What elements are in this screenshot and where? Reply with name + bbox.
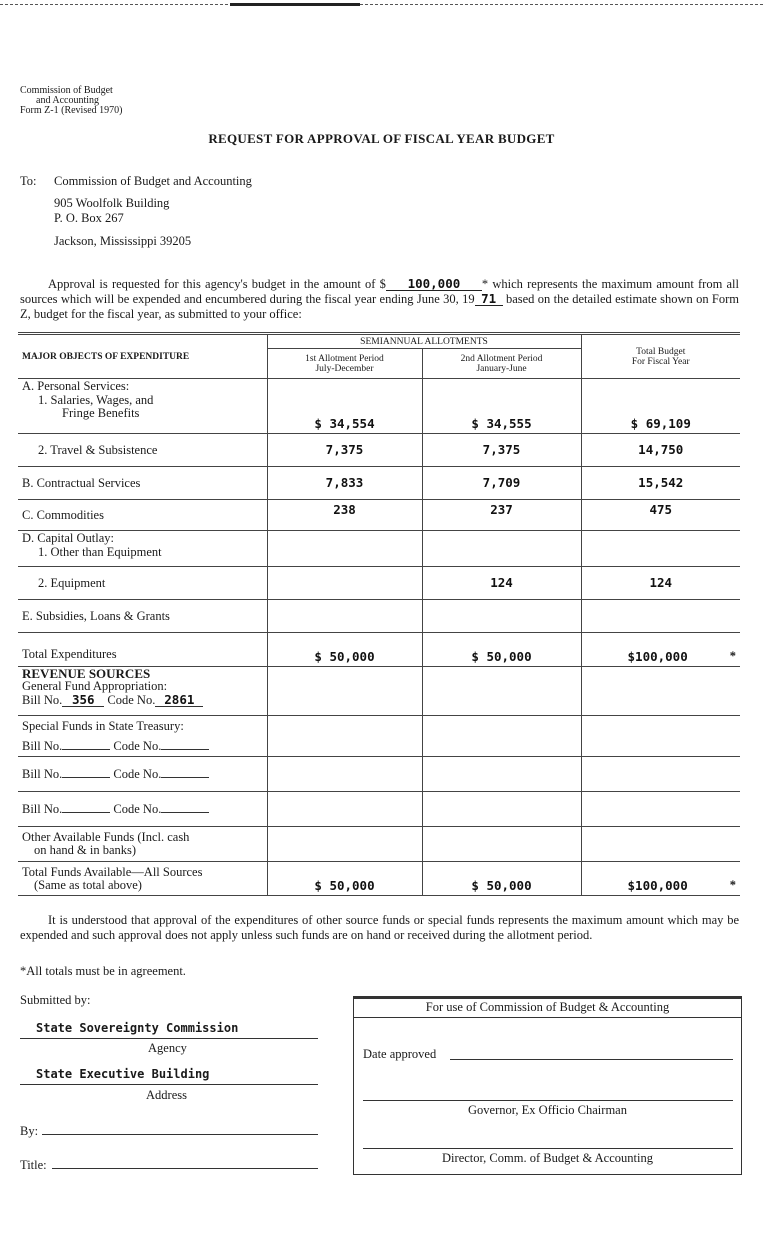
table-row: [18, 827, 740, 862]
table-row: [18, 567, 740, 600]
table-row: [18, 633, 740, 667]
personal-services-label: [18, 379, 267, 434]
subsidies-total: [581, 600, 740, 633]
special-bill-line-1: [22, 736, 263, 756]
year-prefix: 19: [462, 292, 475, 306]
capital-outlay-label: [18, 531, 267, 567]
form-header: [20, 86, 123, 116]
submitted-by-label: Submitted by:: [20, 993, 91, 1007]
revenue-total: [581, 667, 740, 716]
other-p2: [422, 827, 581, 862]
other-funds-label: [18, 827, 267, 862]
contractual-p2: 7,709: [422, 467, 581, 500]
table-row: [18, 467, 740, 500]
commodities-p2: 237: [422, 500, 581, 531]
special3-total: [581, 792, 740, 827]
address-line: [20, 1084, 318, 1085]
total-funds-star: *: [729, 878, 736, 892]
table-row: [18, 500, 740, 531]
agreement-note: *All totals must be in agreement.: [20, 964, 186, 978]
equipment-total: 124: [581, 567, 740, 600]
subsidies-p1: [267, 600, 422, 633]
approval-note: It is understood that approval of the expenditures of other source funds or special funds represents the maximum amount which may be expended and such approval does not apply unless such funds are on hand or received during the allotment period.: [20, 913, 739, 942]
general-fund-label: General Fund Appropriation:: [22, 679, 168, 693]
header-agency-line1: Commission of Budget: [20, 85, 113, 96]
total-funds-line2: (Same as total above): [34, 877, 142, 892]
bill-label: Bill No.: [22, 801, 63, 816]
subsidies-label: E. Subsidies, Loans & Grants: [18, 600, 267, 633]
bill-blank: [62, 777, 110, 778]
code-blank: [161, 777, 209, 778]
total-exp-p2: $ 50,000: [422, 633, 581, 667]
by-line: [42, 1134, 318, 1135]
top-edge-mark: [230, 3, 360, 6]
personal-p1: $ 34,554: [267, 379, 422, 434]
personal-p2: $ 34,555: [422, 379, 581, 434]
contractual-total: 15,542: [581, 467, 740, 500]
code-number: 2861: [155, 693, 203, 707]
other-line2: on hand & in banks): [34, 843, 137, 857]
total-exp-star: *: [729, 649, 736, 663]
first-period-line2: July-December: [315, 363, 374, 374]
box-heading-rule: [354, 1017, 741, 1018]
total-header-line2: For Fiscal Year: [631, 356, 690, 367]
top-edge-line: [0, 4, 763, 5]
capital-sub: 1. Other than Equipment: [38, 545, 162, 559]
intro-text-2: * which represents the maximum amount from all sources which will be expended and encumbered during the fiscal year ending June 30,: [20, 277, 740, 306]
special2-p1: [267, 757, 422, 792]
total-funds-value: $100,000: [627, 878, 688, 893]
by-label: By:: [20, 1124, 39, 1138]
other-line1: Other Available Funds (Incl. cash: [22, 830, 190, 844]
code-blank: [161, 812, 209, 813]
total-funds-p1: $ 50,000: [267, 862, 422, 896]
intro-paragraph: [20, 277, 739, 322]
agency-line: [20, 1038, 318, 1039]
code-label: Code No.: [113, 801, 162, 816]
table-row: [18, 716, 740, 757]
capital-p1: [267, 531, 422, 567]
commodities-p1: 238: [267, 500, 422, 531]
agency-value: State Sovereignty Commission: [36, 1021, 239, 1035]
equipment-label: 2. Equipment: [18, 567, 267, 600]
second-period-line2: January-June: [476, 363, 527, 374]
special3-p2: [422, 792, 581, 827]
budget-amount: 100,000: [386, 277, 482, 291]
code-label: Code No.: [113, 766, 162, 781]
title-line: [52, 1168, 318, 1169]
total-exp-p1: $ 50,000: [267, 633, 422, 667]
table-row: [18, 792, 740, 827]
bill-label: Bill No.: [22, 739, 63, 753]
table-row: [18, 531, 740, 567]
budget-table: [18, 332, 740, 896]
revenue-sources-label: [18, 667, 267, 716]
semiannual-header: SEMIANNUAL ALLOTMENTS: [267, 334, 581, 349]
total-header-line1: Total Budget: [636, 346, 686, 357]
bill-label: Bill No.: [22, 766, 63, 781]
bill-label: Bill No.: [22, 693, 63, 707]
other-p1: [267, 827, 422, 862]
table-row: [18, 379, 740, 434]
commission-box-heading: For use of Commission of Budget & Accounting: [425, 1000, 670, 1014]
revenue-p2: [422, 667, 581, 716]
bill-blank: [62, 749, 110, 750]
equipment-p2: 124: [422, 567, 581, 600]
agency-caption: Agency: [148, 1041, 187, 1055]
special-bill-line-2: [18, 757, 267, 792]
recipient: Commission of Budget and Accounting: [54, 174, 252, 188]
date-approved-line: [450, 1059, 733, 1060]
special-funds-label: [18, 716, 267, 757]
special-total: [581, 716, 740, 757]
total-funds-p2: $ 50,000: [422, 862, 581, 896]
special2-p2: [422, 757, 581, 792]
header-form-id: Form Z-1 (Revised 1970): [20, 105, 123, 116]
contractual-label: B. Contractual Services: [18, 467, 267, 500]
governor-caption: Governor, Ex Officio Chairman: [468, 1103, 627, 1117]
total-exp-value: $100,000: [627, 649, 688, 664]
equipment-p1: [267, 567, 422, 600]
city: Jackson, Mississippi 39205: [54, 234, 192, 248]
total-expenditures-label: Total Expenditures: [18, 633, 267, 667]
special-p2: [422, 716, 581, 757]
personal-heading: A. Personal Services:: [22, 379, 130, 393]
bill-number: 356: [62, 693, 104, 707]
special-p1: [267, 716, 422, 757]
table-row: [18, 600, 740, 633]
special3-p1: [267, 792, 422, 827]
commission-use-box: [353, 996, 742, 1175]
second-period-header: [422, 349, 581, 379]
revenue-p1: [267, 667, 422, 716]
personal-sub1: 1. Salaries, Wages, and: [38, 393, 154, 407]
table-row: [18, 862, 740, 896]
address-value: State Executive Building: [36, 1067, 210, 1081]
total-exp-total: [581, 633, 740, 667]
bill-blank: [62, 812, 110, 813]
capital-p2: [422, 531, 581, 567]
revenue-heading: REVENUE SOURCES: [22, 666, 151, 681]
travel-total: 14,750: [581, 434, 740, 467]
capital-heading: D. Capital Outlay:: [22, 531, 114, 545]
travel-p1: 7,375: [267, 434, 422, 467]
travel-label: 2. Travel & Subsistence: [18, 434, 267, 467]
contractual-p1: 7,833: [267, 467, 422, 500]
subsidies-p2: [422, 600, 581, 633]
director-caption: Director, Comm. of Budget & Accounting: [442, 1151, 653, 1165]
code-label: Code No.: [107, 693, 156, 707]
date-approved-label: Date approved: [363, 1047, 437, 1061]
special-bill-line-3: [18, 792, 267, 827]
to-label: To:: [20, 174, 37, 188]
major-objects-header: MAJOR OBJECTS OF EXPENDITURE: [18, 334, 267, 379]
special2-total: [581, 757, 740, 792]
first-period-header: [267, 349, 422, 379]
intro-text-3: based on the detailed estimate shown on Form Z, budget for the fiscal year, as submitted to your office:: [20, 292, 740, 321]
general-fund-bill-line: [22, 693, 263, 707]
code-blank: [161, 749, 209, 750]
commodities-label: C. Commodities: [18, 500, 267, 531]
fiscal-year: 71: [475, 292, 503, 306]
commodities-total: 475: [581, 500, 740, 531]
personal-sub2: Fringe Benefits: [62, 406, 140, 420]
first-period-line1: 1st Allotment Period: [305, 353, 384, 364]
travel-p2: 7,375: [422, 434, 581, 467]
total-funds-line1: Total Funds Available—All Sources: [22, 864, 203, 879]
table-row: [18, 757, 740, 792]
other-total: [581, 827, 740, 862]
capital-total: [581, 531, 740, 567]
total-budget-header: [581, 334, 740, 379]
total-funds-total: [581, 862, 740, 896]
governor-line: [363, 1100, 733, 1101]
personal-total: $ 69,109: [581, 379, 740, 434]
director-line: [363, 1148, 733, 1149]
table-row: [18, 667, 740, 716]
po-box: P. O. Box 267: [54, 211, 124, 225]
street: 905 Woolfolk Building: [54, 196, 170, 210]
second-period-line1: 2nd Allotment Period: [460, 353, 543, 364]
header-agency-line2: and Accounting: [36, 95, 100, 106]
special-heading: Special Funds in State Treasury:: [22, 719, 184, 733]
page-title: REQUEST FOR APPROVAL OF FISCAL YEAR BUDGET: [208, 131, 555, 146]
total-funds-label: [18, 862, 267, 896]
intro-text-1: Approval is requested for this agency's budget in the amount of $: [48, 277, 386, 291]
title-label: Title:: [20, 1158, 47, 1172]
code-label: Code No.: [113, 739, 162, 753]
table-row: [18, 434, 740, 467]
address-caption: Address: [146, 1088, 187, 1102]
